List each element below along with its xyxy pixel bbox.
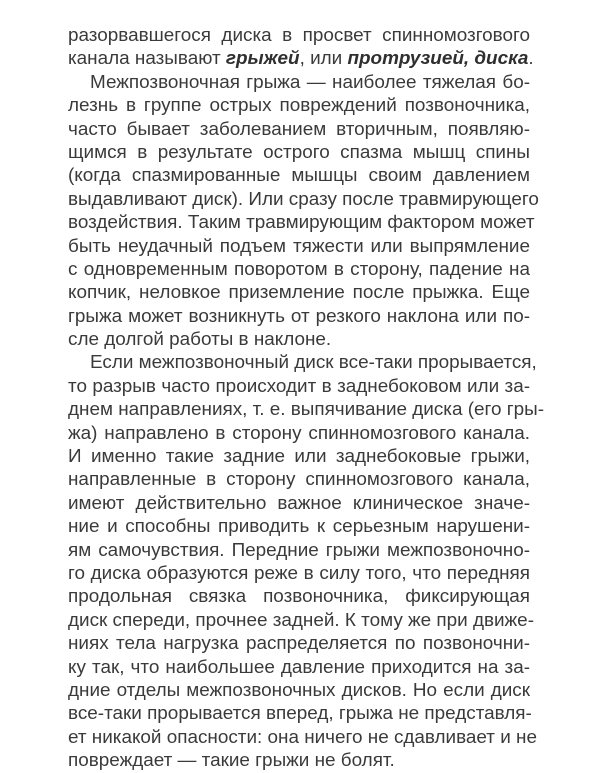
text-line: выдавливают диск). Или сразу после травмирующего — [68, 188, 539, 210]
text-line: быть неудачный подъем тяжести или выпрямление — [68, 235, 530, 257]
text-line: го диска образуются реже в силу того, что передняя — [68, 562, 530, 584]
text-line: разорвавшегося диска в просвет спинномозгового — [68, 25, 530, 46]
text-line — [68, 47, 534, 70]
emphasized-term: протрузией, диска — [347, 48, 529, 70]
text-line: сле долгой работы в наклоне. — [68, 329, 332, 351]
text-line: щимся в результате острого спазма мышц спины — [68, 141, 530, 163]
text-line: ниях тела нагрузка распределяется по позвоночни- — [68, 633, 530, 655]
text-line: то разрыв часто происходит в заднебоковом или за- — [68, 375, 530, 397]
text-line: грыжа может возникнуть от резкого наклона или по- — [68, 305, 530, 327]
text-line: имеют действительно важное клиническое значе- — [68, 492, 530, 514]
text-line: днем направлениях, т. е. выпячивание диска (его гры- — [68, 399, 545, 421]
text-line: с одновременным поворотом в сторону, падение на — [68, 258, 530, 280]
text-line: лезнь в группе острых повреждений позвоночника, — [68, 95, 530, 117]
text-line: направленные в сторону спинномозгового канала, — [68, 469, 530, 491]
text-line: ку так, что наибольшее давление приходится на за- — [68, 656, 530, 678]
text-line: часто бывает заболеванием вторичным, появляю- — [68, 118, 530, 140]
text-line: воздействия. Таким травмирующим фактором может — [68, 212, 535, 234]
text-line: Если межпозвоночный диск все-таки прорывается, — [90, 352, 537, 374]
text-line: все-таки прорывается вперед, грыжа не представля- — [68, 703, 532, 725]
text-line: продольная связка позвоночника, фиксирующая — [68, 586, 530, 608]
text-line: ет никакой опасности: она ничего не сдавливает и не — [68, 726, 537, 748]
text-line: копчик, неловкое приземление после прыжка. Еще — [68, 282, 530, 304]
text-line: диск спереди, прочнее задней. К тому же при движе- — [68, 609, 534, 631]
text-segment: , или — [299, 48, 348, 70]
body-text — [68, 24, 545, 773]
text-line: (когда спазмированные мышцы своим давлением — [68, 165, 530, 187]
text-segment: канала называют — [68, 48, 226, 70]
text-line: повреждает — такие грыжи не болят. — [68, 750, 395, 772]
text-line: И именно такие задние или заднебоковые грыжи, — [68, 446, 530, 468]
text-line: ние и способны приводить к серьезным нарушени- — [68, 516, 530, 538]
text-line: Межпозвоночная грыжа — наиболее тяжелая бо- — [90, 71, 530, 93]
text-line: ям самочувствия. Передние грыжи межпозвоночно- — [68, 539, 530, 561]
text-line: дние отделы межпозвоночных дисков. Но если диск — [68, 679, 530, 701]
emphasized-term: грыжей — [225, 48, 300, 70]
text-line: жа) направлено в сторону спинномозгового канала. — [68, 422, 530, 444]
text-segment: . — [528, 48, 534, 70]
